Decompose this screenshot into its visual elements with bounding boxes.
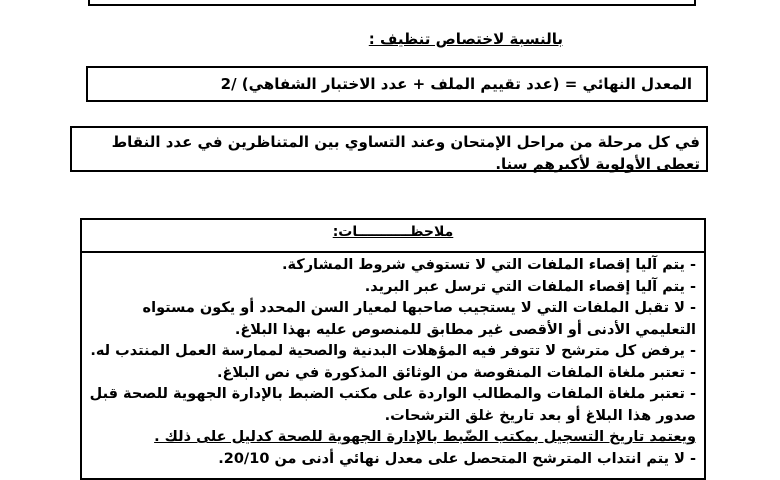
note-item: - لا تقبل الملفات التي لا يستجيب صاحبها لمعيار السن المحدد أو يكون مستواه التعليمي الأدنى أو الأقصى غير مطابق للمنصوص عليه بهذا البلاغ. [142, 300, 696, 338]
note-item-text: ويعتمد تاريخ التسجيل بمكتب الضّبط بالإدارة الجهوية للصحة كدليل على ذلك . [154, 429, 696, 445]
note-item: - لا يتم انتداب المترشح المتحصل على معدل نهائي أدنى من 20/10. [218, 450, 696, 467]
notes-list [86, 255, 696, 470]
notes-header [82, 220, 704, 253]
note-item: - تعتبر ملغاة الملفات المنقوصة من الوثائق المذكورة في نص البلاغ. [217, 364, 696, 381]
notes-box [80, 218, 706, 480]
notes-title: ملاحظـــــــــــات: [332, 224, 454, 240]
note-item [86, 427, 696, 449]
note-item: - يتم آليا إقصاء الملفات التي لا تستوفي شروط المشاركة. [281, 257, 696, 273]
tie-rule-text: في كل مرحلة من مراحل الإمتحان وعند التساوي بين المتناظرين في عدد النقاط تعطى الأولوية لأكبرهم سنا. [111, 133, 700, 173]
section-heading: بالنسبة لاختصاص تنظيف : [368, 30, 563, 48]
note-item: - يرفض كل مترشح لا تتوفر فيه المؤهلات البدنية والصحية لممارسة العمل المنتدب له. [90, 343, 696, 359]
note-item: - تعتبر ملغاة الملفات والمطالب الواردة على مكتب الضبط بالإدارة الجهوية للصحة قبل صدور هذا البلاغ أو بعد تاريخ غلق الترشحات. [89, 386, 696, 424]
note-item: - يتم آليا إقصاء الملفات التي ترسل عبر البريد. [364, 278, 696, 295]
formula-text: المعدل النهائي = (عدد تقييم الملف + عدد الاختبار الشفاهي) /2 [220, 75, 692, 93]
tie-rule-box [70, 126, 708, 172]
top-frame [88, 0, 696, 6]
formula-box [86, 66, 708, 102]
